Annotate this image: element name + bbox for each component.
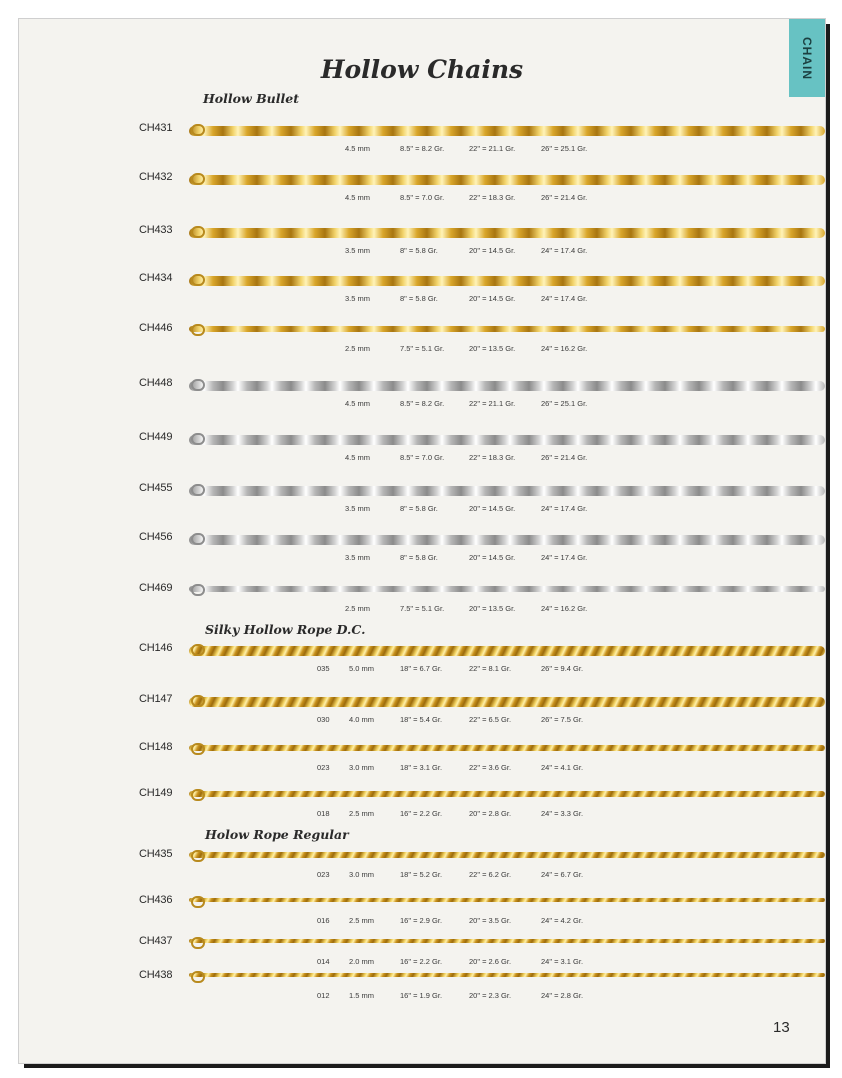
spec-value: 16" = 2.9 Gr. bbox=[400, 916, 443, 925]
spec-value: 18" = 5.4 Gr. bbox=[400, 715, 443, 724]
spec-value: 24" = 17.4 Gr. bbox=[541, 504, 588, 513]
spec-value: 4.0 mm bbox=[349, 715, 375, 724]
spec-value: 24" = 17.4 Gr. bbox=[541, 294, 588, 303]
spec-value: 20" = 14.5 Gr. bbox=[469, 294, 516, 303]
chain-image bbox=[189, 535, 825, 545]
spec-value: 3.5 mm bbox=[345, 294, 371, 303]
spec-value: 5.0 mm bbox=[349, 664, 375, 673]
spec-value: 8" = 5.8 Gr. bbox=[400, 504, 438, 513]
spec-value: 4.5 mm bbox=[345, 453, 371, 462]
chain-image bbox=[189, 586, 825, 592]
spec-value: 22" = 6.5 Gr. bbox=[469, 715, 512, 724]
spec-value: 22" = 8.1 Gr. bbox=[469, 664, 512, 673]
spec-value: 16" = 2.2 Gr. bbox=[400, 809, 443, 818]
chain-image bbox=[189, 646, 825, 656]
chain-image bbox=[189, 898, 825, 902]
chain-image bbox=[189, 276, 825, 286]
spec-value: 7.5" = 5.1 Gr. bbox=[400, 604, 445, 613]
product-code: CH436 bbox=[139, 894, 173, 906]
spec-value: 8" = 5.8 Gr. bbox=[400, 553, 438, 562]
product-code: CH148 bbox=[139, 741, 173, 753]
spec-value: 24" = 2.8 Gr. bbox=[541, 991, 584, 1000]
product-code: CH149 bbox=[139, 787, 173, 799]
spec-value: 20" = 13.5 Gr. bbox=[469, 344, 516, 353]
section-title-hollow-bullet: Hollow Bullet bbox=[203, 91, 299, 106]
spec-value: 20" = 14.5 Gr. bbox=[469, 553, 516, 562]
product-code: CH449 bbox=[139, 431, 173, 443]
spec-value: 8" = 5.8 Gr. bbox=[400, 294, 438, 303]
product-code: CH448 bbox=[139, 377, 173, 389]
spec-value: 24" = 17.4 Gr. bbox=[541, 553, 588, 562]
spec-value: 018 bbox=[317, 809, 330, 818]
clasp-icon bbox=[191, 850, 205, 862]
catalog-page bbox=[18, 18, 826, 1064]
spec-value: 3.5 mm bbox=[345, 553, 371, 562]
spec-value: 26" = 21.4 Gr. bbox=[541, 453, 588, 462]
spec-value: 20" = 2.8 Gr. bbox=[469, 809, 512, 818]
spec-value: 18" = 3.1 Gr. bbox=[400, 763, 443, 772]
clasp-icon bbox=[191, 274, 205, 286]
spec-value: 22" = 3.6 Gr. bbox=[469, 763, 512, 772]
chain-image bbox=[189, 435, 825, 445]
spec-value: 24" = 16.2 Gr. bbox=[541, 604, 588, 613]
page-number: 13 bbox=[773, 1019, 790, 1036]
clasp-icon bbox=[191, 789, 205, 801]
product-code: CH455 bbox=[139, 482, 173, 494]
spec-value: 20" = 3.5 Gr. bbox=[469, 916, 512, 925]
product-code: CH438 bbox=[139, 969, 173, 981]
spec-value: 20" = 14.5 Gr. bbox=[469, 246, 516, 255]
clasp-icon bbox=[191, 896, 205, 908]
spec-value: 8" = 5.8 Gr. bbox=[400, 246, 438, 255]
spec-value: 3.5 mm bbox=[345, 504, 371, 513]
spec-value: 22" = 18.3 Gr. bbox=[469, 193, 516, 202]
spec-value: 012 bbox=[317, 991, 330, 1000]
product-code: CH434 bbox=[139, 272, 173, 284]
spec-value: 2.0 mm bbox=[349, 957, 375, 966]
chain-image bbox=[189, 973, 825, 977]
clasp-icon bbox=[191, 484, 205, 496]
section-title-hollow-rope-regular: Holow Rope Regular bbox=[205, 827, 349, 842]
spec-value: 2.5 mm bbox=[345, 604, 371, 613]
product-code: CH437 bbox=[139, 935, 173, 947]
clasp-icon bbox=[191, 324, 205, 336]
clasp-icon bbox=[191, 433, 205, 445]
spec-value: 20" = 14.5 Gr. bbox=[469, 504, 516, 513]
spec-value: 8.5" = 8.2 Gr. bbox=[400, 399, 445, 408]
spec-value: 22" = 18.3 Gr. bbox=[469, 453, 516, 462]
clasp-icon bbox=[191, 124, 205, 136]
product-code: CH431 bbox=[139, 122, 173, 134]
spec-value: 20" = 2.6 Gr. bbox=[469, 957, 512, 966]
chain-tab-label: CHAIN bbox=[800, 36, 814, 80]
spec-value: 18" = 6.7 Gr. bbox=[400, 664, 443, 673]
chain-image bbox=[189, 381, 825, 391]
chain-image bbox=[189, 486, 825, 496]
spec-value: 2.5 mm bbox=[349, 916, 375, 925]
spec-value: 3.0 mm bbox=[349, 870, 375, 879]
chain-image bbox=[189, 126, 825, 136]
clasp-icon bbox=[191, 743, 205, 755]
spec-value: 26" = 7.5 Gr. bbox=[541, 715, 584, 724]
spec-value: 24" = 6.7 Gr. bbox=[541, 870, 584, 879]
spec-value: 4.5 mm bbox=[345, 193, 371, 202]
spec-value: 7.5" = 5.1 Gr. bbox=[400, 344, 445, 353]
spec-value: 030 bbox=[317, 715, 330, 724]
chain-image bbox=[189, 697, 825, 707]
spec-value: 16" = 2.2 Gr. bbox=[400, 957, 443, 966]
spec-value: 24" = 4.1 Gr. bbox=[541, 763, 584, 772]
product-code: CH433 bbox=[139, 224, 173, 236]
spec-value: 22" = 21.1 Gr. bbox=[469, 399, 516, 408]
spec-value: 1.5 mm bbox=[349, 991, 375, 1000]
spec-value: 26" = 9.4 Gr. bbox=[541, 664, 584, 673]
chain-image bbox=[189, 745, 825, 751]
spec-value: 18" = 5.2 Gr. bbox=[400, 870, 443, 879]
clasp-icon bbox=[191, 695, 205, 707]
spec-value: 023 bbox=[317, 870, 330, 879]
chain-image bbox=[189, 852, 825, 858]
spec-value: 20" = 13.5 Gr. bbox=[469, 604, 516, 613]
spec-value: 26" = 25.1 Gr. bbox=[541, 399, 588, 408]
product-code: CH435 bbox=[139, 848, 173, 860]
section-title-silky-hollow-rope: Silky Hollow Rope D.C. bbox=[205, 622, 366, 637]
chain-image bbox=[189, 939, 825, 943]
spec-value: 26" = 25.1 Gr. bbox=[541, 144, 588, 153]
clasp-icon bbox=[191, 173, 205, 185]
spec-value: 8.5" = 7.0 Gr. bbox=[400, 453, 445, 462]
chain-image bbox=[189, 175, 825, 185]
clasp-icon bbox=[191, 971, 205, 983]
spec-value: 24" = 3.1 Gr. bbox=[541, 957, 584, 966]
spec-value: 26" = 21.4 Gr. bbox=[541, 193, 588, 202]
spec-value: 014 bbox=[317, 957, 330, 966]
spec-value: 20" = 2.3 Gr. bbox=[469, 991, 512, 1000]
clasp-icon bbox=[191, 533, 205, 545]
spec-value: 023 bbox=[317, 763, 330, 772]
spec-value: 4.5 mm bbox=[345, 144, 371, 153]
clasp-icon bbox=[191, 584, 205, 596]
product-code: CH469 bbox=[139, 582, 173, 594]
spec-value: 3.0 mm bbox=[349, 763, 375, 772]
spec-value: 2.5 mm bbox=[345, 344, 371, 353]
spec-value: 24" = 17.4 Gr. bbox=[541, 246, 588, 255]
product-code: CH446 bbox=[139, 322, 173, 334]
spec-value: 16" = 1.9 Gr. bbox=[400, 991, 443, 1000]
spec-value: 3.5 mm bbox=[345, 246, 371, 255]
spec-value: 8.5" = 8.2 Gr. bbox=[400, 144, 445, 153]
product-code: CH147 bbox=[139, 693, 173, 705]
spec-value: 24" = 4.2 Gr. bbox=[541, 916, 584, 925]
product-code: CH456 bbox=[139, 531, 173, 543]
clasp-icon bbox=[191, 644, 205, 656]
spec-value: 24" = 16.2 Gr. bbox=[541, 344, 588, 353]
spec-value: 24" = 3.3 Gr. bbox=[541, 809, 584, 818]
chain-image bbox=[189, 791, 825, 797]
chain-image bbox=[189, 326, 825, 332]
product-code: CH432 bbox=[139, 171, 173, 183]
spec-value: 8.5" = 7.0 Gr. bbox=[400, 193, 445, 202]
spec-value: 22" = 21.1 Gr. bbox=[469, 144, 516, 153]
product-code: CH146 bbox=[139, 642, 173, 654]
spec-value: 22" = 6.2 Gr. bbox=[469, 870, 512, 879]
chain-image bbox=[189, 228, 825, 238]
spec-value: 016 bbox=[317, 916, 330, 925]
clasp-icon bbox=[191, 937, 205, 949]
spec-value: 4.5 mm bbox=[345, 399, 371, 408]
spec-value: 035 bbox=[317, 664, 330, 673]
clasp-icon bbox=[191, 379, 205, 391]
clasp-icon bbox=[191, 226, 205, 238]
page-title: Hollow Chains bbox=[320, 55, 524, 84]
spec-value: 2.5 mm bbox=[349, 809, 375, 818]
